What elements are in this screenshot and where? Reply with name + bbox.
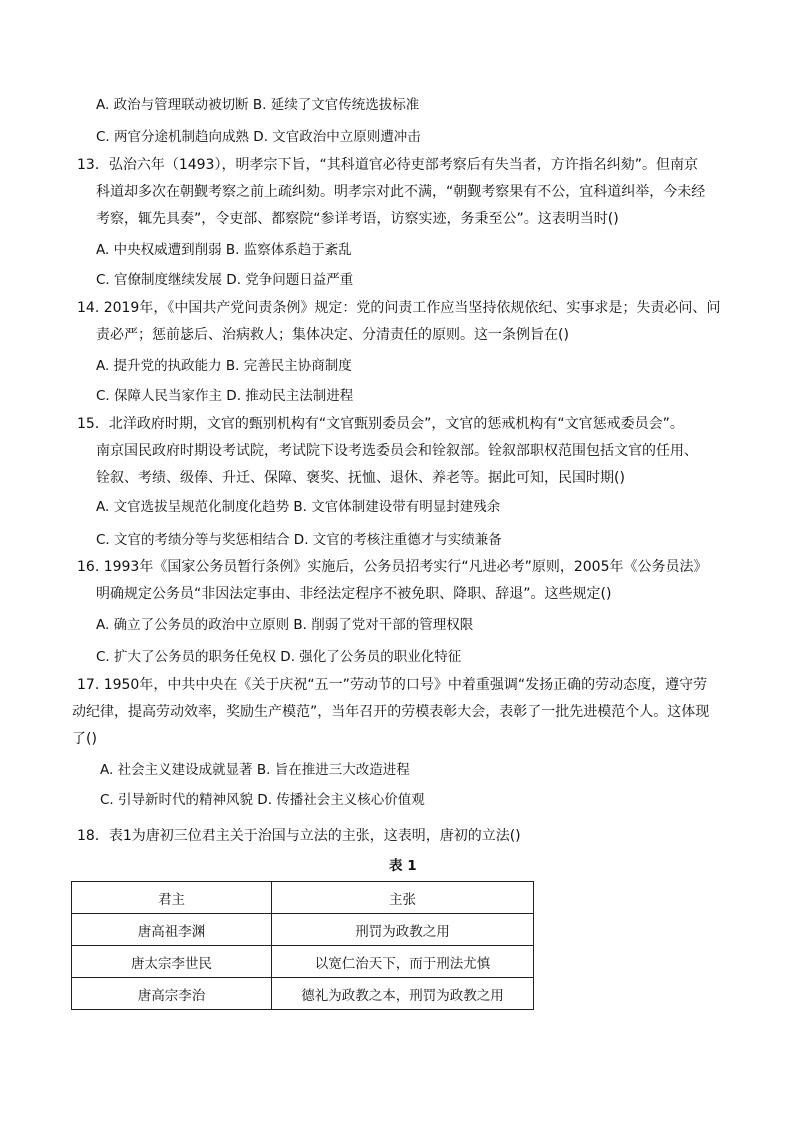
answer-options-line: C. 文官的考绩分等与奖惩相结合 D. 文官的考核注重德才与实绩兼备 — [96, 532, 502, 548]
answer-options-line: C. 引导新时代的精神风貌 D. 传播社会主义核心价值观 — [100, 792, 425, 808]
header-claim: 主张 — [272, 882, 534, 914]
table-row — [72, 978, 534, 1010]
question-line: 14. 2019年，《中国共产党问责条例》规定：党的问责工作应当坚持依规依纪、实事求是；失责必问、问 — [77, 300, 721, 316]
answer-options-line: A. 政治与管理联动被切断 B. 延续了文官传统选拔标准 — [96, 97, 420, 113]
answer-options-line: C. 保障人民当家作主 D. 推动民主法制进程 — [96, 388, 354, 404]
answer-options-line: C. 官僚制度继续发展 D. 党争问题日益严重 — [96, 272, 354, 288]
answer-options-line: A. 社会主义建设成就显著 B. 旨在推进三大改造进程 — [100, 762, 410, 778]
question-line: 15．北洋政府时期，文官的甄别机构有“文官甄别委员会”，文官的惩戒机构有“文官惩戒委员会”。 — [77, 416, 684, 432]
answer-options-line: C. 两官分途机制趋向成熟 D. 文官政治中立原则遭冲击 — [96, 129, 421, 145]
question-line: 了() — [72, 731, 97, 747]
answer-options-line: A. 文官选拔呈规范化制度化趋势 B. 文官体制建设带有明显封建残余 — [96, 499, 501, 515]
header-emperor: 君主 — [72, 882, 272, 914]
question-line: 18．表1为唐初三位君主关于治国与立法的主张，这表明，唐初的立法() — [77, 828, 521, 844]
question-line: 16. 1993年《国家公务员暂行条例》实施后，公务员招考实行“凡进必考”原则，2005年《公务员法》 — [77, 559, 708, 575]
question-line: 责必严；惩前毖后、治病救人；集体决定、分清责任的原则。这一条例旨在() — [96, 327, 569, 343]
cell-emperor: 唐太宗李世民 — [72, 946, 272, 978]
answer-options-line: A. 中央权威遭到削弱 B. 监察体系趋于紊乱 — [96, 242, 352, 258]
table-header-row — [72, 882, 534, 914]
answer-options-line: C. 扩大了公务员的职务任免权 D. 强化了公务员的职业化特征 — [96, 649, 462, 665]
question-line: 考察，辄先具奏”，令吏部、都察院“参详考语，访察实迹，务秉至公”。这表明当时() — [96, 211, 619, 227]
question-line: 13．弘治六年（1493），明孝宗下旨，“其科道官必待吏部考察后有失当者，方许指名纠劾”。但南京 — [77, 157, 698, 173]
answer-options-line: A. 提升党的执政能力 B. 完善民主协商制度 — [96, 358, 352, 374]
table-caption: 表 1 — [389, 858, 417, 874]
question-line: 动纪律，提高劳动效率，奖励生产模范”，当年召开的劳模表彰大会，表彰了一批先进模范个人。这体现 — [72, 704, 710, 720]
cell-claim: 以宽仁治天下，而于刑法尤慎 — [272, 946, 534, 978]
question-line: 南京国民政府时期设考试院，考试院下设考选委员会和铨叙部。铨叙部职权范围包括文官的任用、 — [96, 443, 698, 459]
emperor-table — [71, 881, 534, 1010]
cell-claim: 德礼为政教之本，刑罚为政教之用 — [272, 978, 534, 1010]
table-row — [72, 914, 534, 946]
question-line: 17. 1950年，中共中央在《关于庆祝“五一”劳动节的口号》中着重强调“发扬正确的劳动态度，遵守劳 — [77, 677, 708, 693]
cell-emperor: 唐高祖李渊 — [72, 914, 272, 946]
cell-emperor: 唐高宗李治 — [72, 978, 272, 1010]
question-line: 铨叙、考绩、级俸、升迁、保障、褒奖、抚恤、退休、养老等。据此可知，民国时期() — [96, 470, 625, 486]
cell-claim: 刑罚为政教之用 — [272, 914, 534, 946]
answer-options-line: A. 确立了公务员的政治中立原则 B. 削弱了党对干部的管理权限 — [96, 617, 474, 633]
table-row — [72, 946, 534, 978]
question-line: 科道却多次在朝觐考察之前上疏纠劾。明孝宗对此不满，“朝觐考察果有不公，宜科道纠举，今未经 — [96, 184, 706, 200]
question-line: 明确规定公务员“非因法定事由、非经法定程序不被免职、降职、辞退”。这些规定() — [96, 586, 612, 602]
